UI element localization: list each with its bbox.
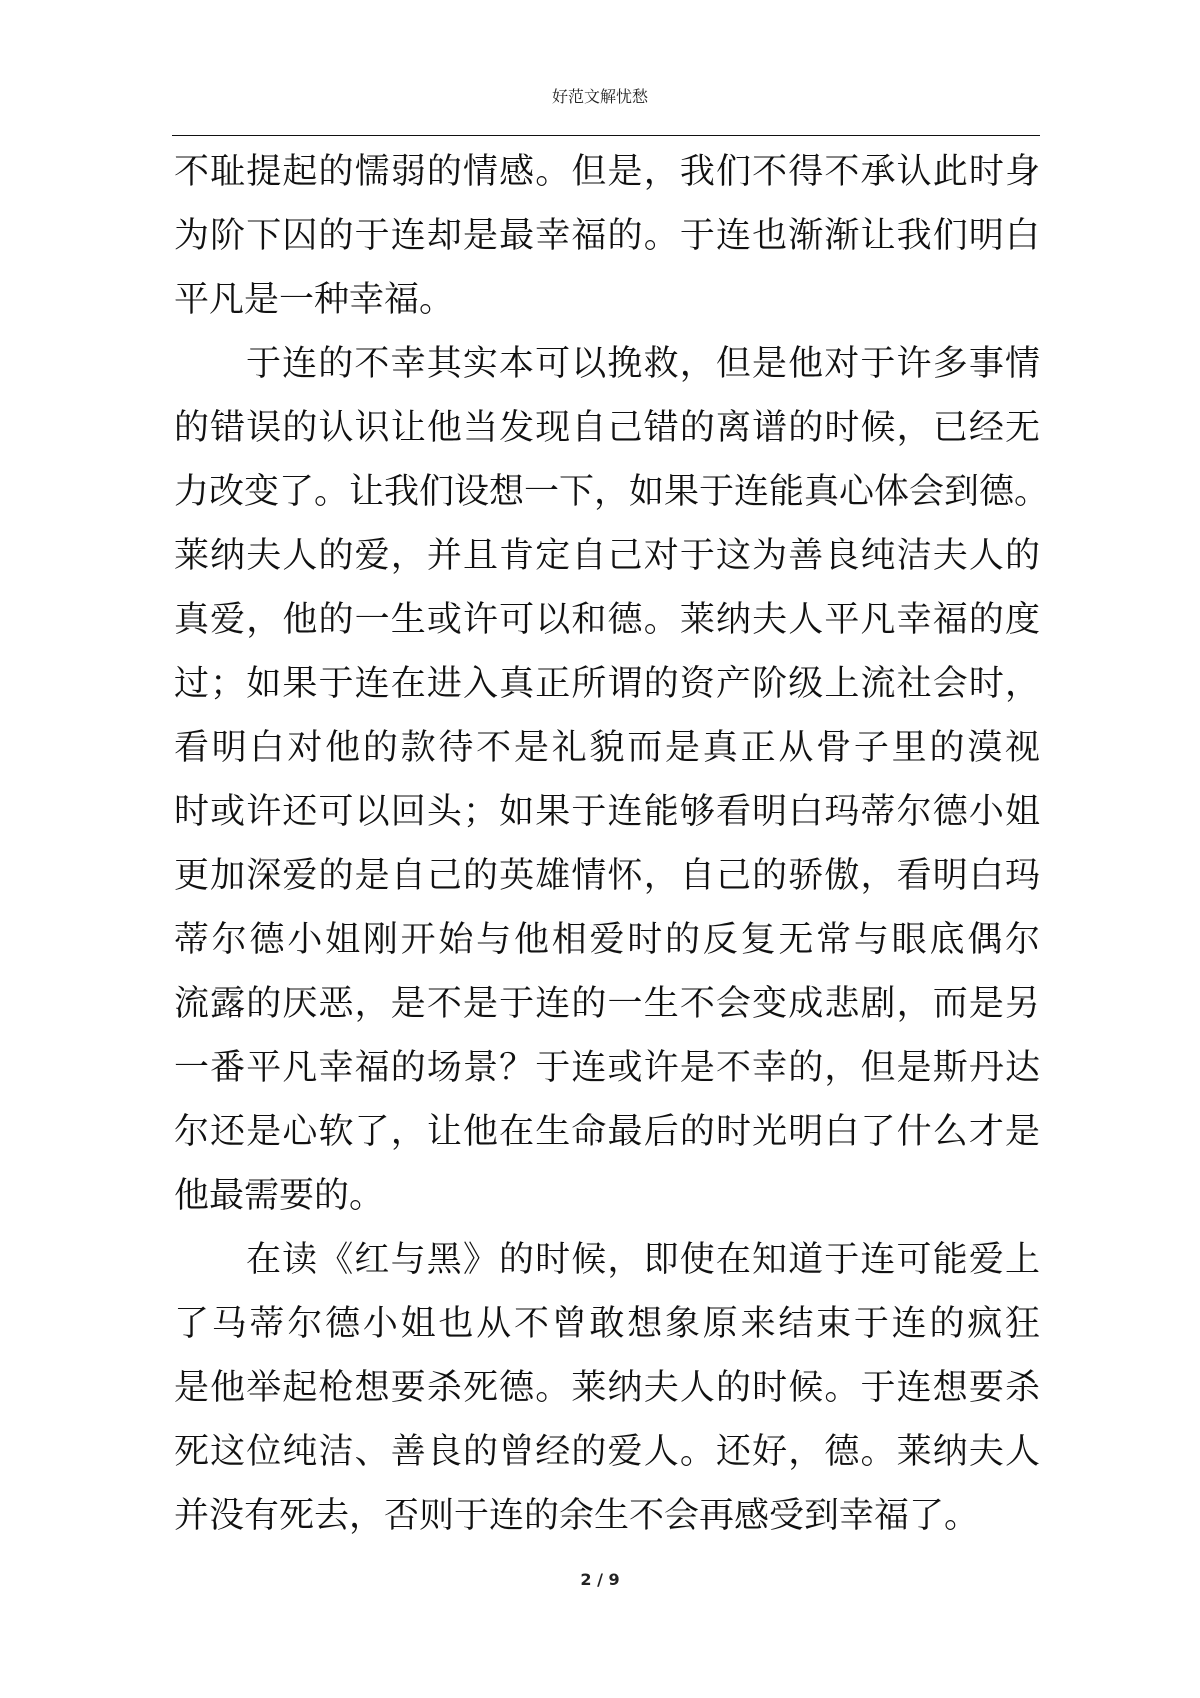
text-line: 于连的不幸其实本可以挽救，但是他对于许多事情 [246,344,1040,384]
body-text [174,140,1050,1548]
page-number: 2 / 9 [580,1570,620,1589]
text-line: 的错误的认识让他当发现自己错的离谱的时候，已经无 [174,408,1040,448]
paragraph-3 [174,1228,1040,1548]
running-header: 好范文解忧愁 [551,87,648,106]
header-divider [172,135,1040,136]
text-line: 了马蒂尔德小姐也从不曾敢想象原来结束于连的疯狂 [174,1304,1040,1344]
text-line: 平凡是一种幸福。 [174,280,455,320]
text-line: 力改变了。让我们设想一下，如果于连能真心体会到德。 [174,472,1050,512]
text-line: 蒂尔德小姐刚开始与他相爱时的反复无常与眼底偶尔 [174,920,1040,960]
text-line: 死这位纯洁、善良的曾经的爱人。还好，德。莱纳夫人 [174,1432,1040,1472]
paragraph-2 [174,332,1050,1228]
text-line: 是他举起枪想要杀死德。莱纳夫人的时候。于连想要杀 [174,1368,1040,1408]
text-line: 莱纳夫人的爱，并且肯定自己对于这为善良纯洁夫人的 [174,536,1040,576]
text-line: 流露的厌恶，是不是于连的一生不会变成悲剧，而是另 [174,984,1040,1024]
paragraph-1 [174,140,1040,332]
text-line: 他最需要的。 [174,1176,385,1216]
text-line: 过；如果于连在进入真正所谓的资产阶级上流社会时， [174,664,1040,704]
text-line: 真爱，他的一生或许可以和德。莱纳夫人平凡幸福的度 [174,600,1040,640]
text-line: 尔还是心软了，让他在生命最后的时光明白了什么才是 [174,1112,1040,1152]
text-line: 并没有死去，否则于连的余生不会再感受到幸福了。 [174,1496,980,1536]
text-line: 不耻提起的懦弱的情感。但是，我们不得不承认此时身 [174,152,1040,192]
text-line: 更加深爱的是自己的英雄情怀，自己的骄傲，看明白玛 [174,856,1040,896]
text-line: 为阶下囚的于连却是最幸福的。于连也渐渐让我们明白 [174,216,1040,256]
text-line: 在读《红与黑》的时候，即使在知道于连可能爱上 [246,1240,1040,1280]
text-line: 一番平凡幸福的场景？于连或许是不幸的，但是斯丹达 [174,1048,1040,1088]
text-line: 看明白对他的款待不是礼貌而是真正从骨子里的漠视 [174,728,1040,768]
text-line: 时或许还可以回头；如果于连能够看明白玛蒂尔德小姐 [174,792,1040,832]
